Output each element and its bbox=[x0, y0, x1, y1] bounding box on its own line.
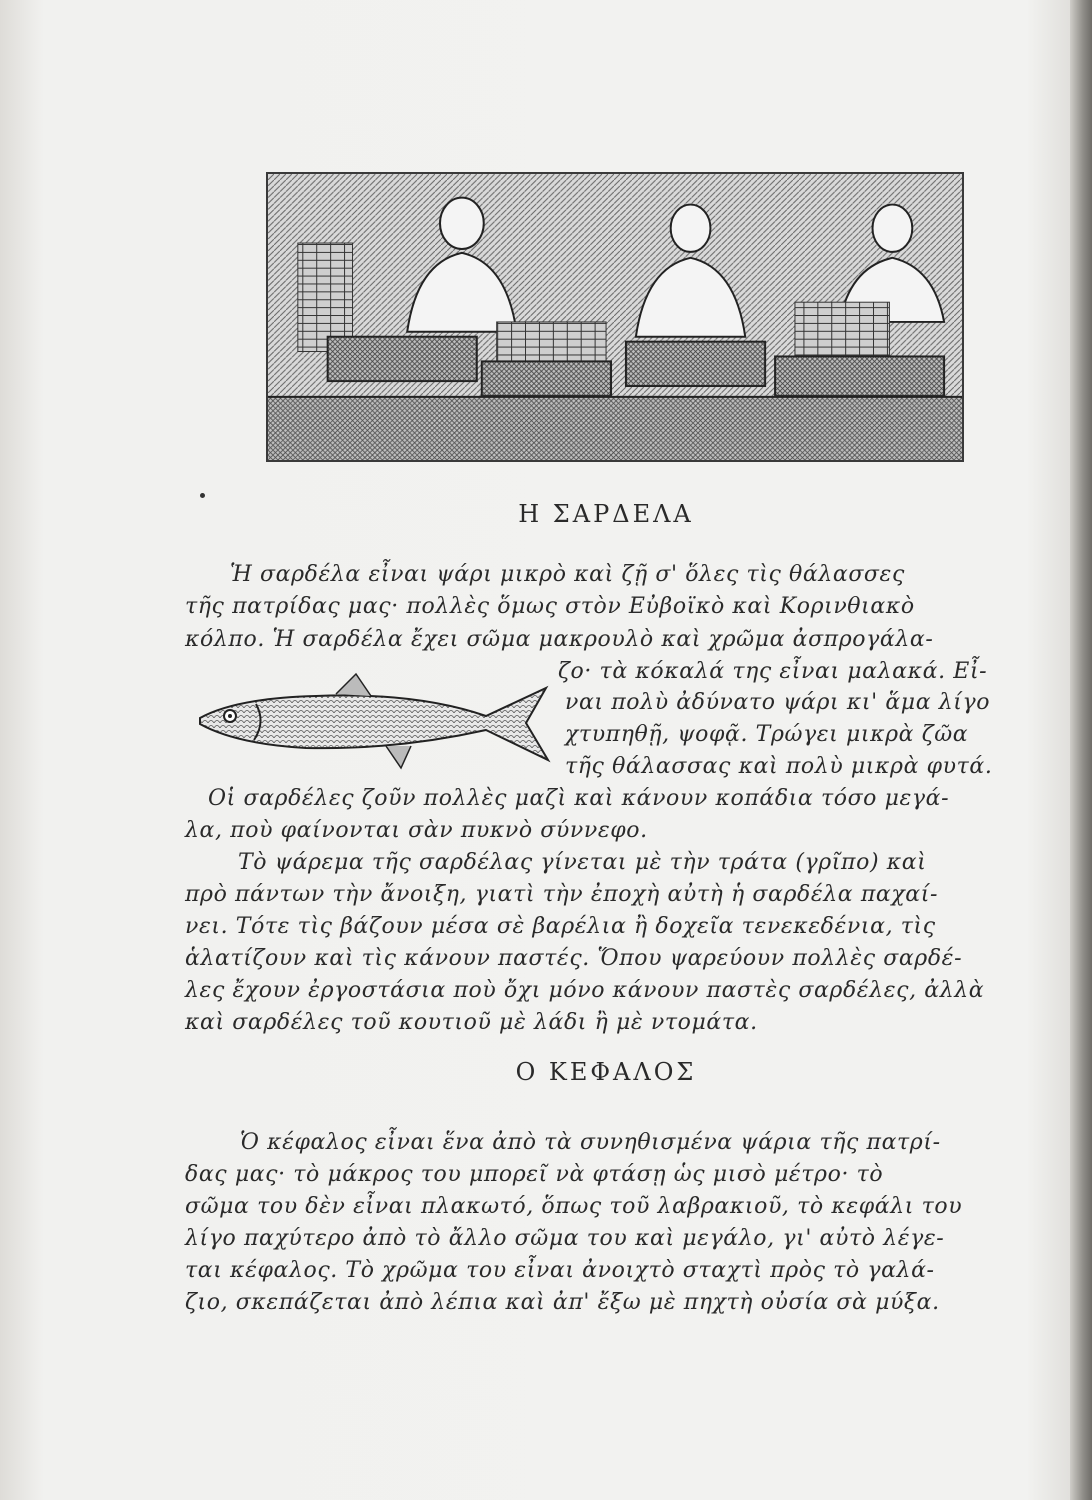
sardine-line-4: ζο· τὰ κόκαλά της εἶναι μαλακά. Εἶ- bbox=[558, 659, 988, 684]
sardine-line-12: νει. Τότε τὶς βάζουν μέσα σὲ βαρέλια ἢ δοχεῖα τενεκεδένια, τὶς bbox=[185, 914, 936, 939]
sardine-line-8: Οἱ σαρδέλες ζοῦν πολλὲς μαζὶ καὶ κάνουν κοπάδια τόσο μεγά- bbox=[208, 786, 950, 811]
mullet-line-4: λίγο παχύτερο ἀπὸ τὸ ἄλλο σῶμα του καὶ μεγάλο, γι' αὐτὸ λέγε- bbox=[185, 1226, 945, 1251]
mullet-line-1: Ὁ κέφαλος εἶναι ἕνα ἀπὸ τὰ συνηθισμένα ψάρια τῆς πατρί- bbox=[240, 1130, 941, 1155]
sardine-factory-illustration bbox=[266, 172, 964, 462]
mullet-line-3: σῶμα του δὲν εἶναι πλακωτό, ὅπως τοῦ λαβρακιοῦ, τὸ κεφάλι του bbox=[185, 1194, 963, 1219]
print-speck bbox=[200, 493, 205, 498]
mullet-line-5: ται κέφαλος. Τὸ χρῶμα του εἶναι ἀνοιχτὸ σταχτὶ πρὸς τὸ γαλά- bbox=[185, 1258, 935, 1283]
sardine-line-11: πρὸ πάντων τὴν ἄνοιξη, γιατὶ τὴν ἐποχὴ αὐτὴ ἡ σαρδέλα παχαί- bbox=[185, 882, 939, 907]
sardine-line-9: λα, ποὺ φαίνονται σὰν πυκνὸ σύννεφο. bbox=[185, 818, 648, 843]
sardine-line-10: Τὸ ψάρεμα τῆς σαρδέλας γίνεται μὲ τὴν τράτα (γρῖπο) καὶ bbox=[238, 850, 927, 875]
sardine-line-3: κόλπο. Ἡ σαρδέλα ἔχει σῶμα μακρουλὸ καὶ χρῶμα ἀσπρογάλα- bbox=[185, 627, 934, 652]
page-binding-edge bbox=[1070, 0, 1092, 1500]
sardine-line-5: ναι πολὺ ἀδύνατο ψάρι κι' ἅμα λίγο bbox=[565, 690, 991, 715]
sardine-line-2: τῆς πατρίδας μας· πολλὲς ὅμως στὸν Εὐβοϊκὸ καὶ Κορινθιακὸ bbox=[185, 594, 915, 619]
heading-mullet: Ο ΚΕΦΑΛΟΣ bbox=[515, 1058, 697, 1086]
mullet-line-6: ζιο, σκεπάζεται ἀπὸ λέπια καὶ ἀπ' ἔξω μὲ πηχτὴ οὐσία σὰ μύξα. bbox=[185, 1290, 940, 1315]
sardine-line-15: καὶ σαρδέλες τοῦ κουτιοῦ μὲ λάδι ἢ μὲ ντομάτα. bbox=[185, 1010, 758, 1035]
sardine-line-13: ἁλατίζουν καὶ τὶς κάνουν παστές. Ὅπου ψαρεύουν πολλὲς σαρδέ- bbox=[185, 946, 963, 971]
sardine-illustration bbox=[196, 668, 552, 776]
sardine-line-1: Ἡ σαρδέλα εἶναι ψάρι μικρὸ καὶ ζῇ σ' ὅλες τὶς θάλασσες bbox=[230, 562, 905, 587]
heading-sardine: Η ΣΑΡΔΕΛΑ bbox=[518, 500, 694, 528]
sardine-line-7: τῆς θάλασσας καὶ πολὺ μικρὰ φυτά. bbox=[565, 754, 993, 779]
mullet-line-2: δας μας· τὸ μάκρος του μπορεῖ νὰ φτάσῃ ὡς μισὸ μέτρο· τὸ bbox=[185, 1162, 884, 1187]
sardine-line-14: λες ἔχουν ἐργοστάσια ποὺ ὄχι μόνο κάνουν παστὲς σαρδέλες, ἀλλὰ bbox=[185, 978, 985, 1003]
sardine-line-6: χτυπηθῇ, ψοφᾷ. Τρώγει μικρὰ ζῶα bbox=[565, 722, 969, 747]
